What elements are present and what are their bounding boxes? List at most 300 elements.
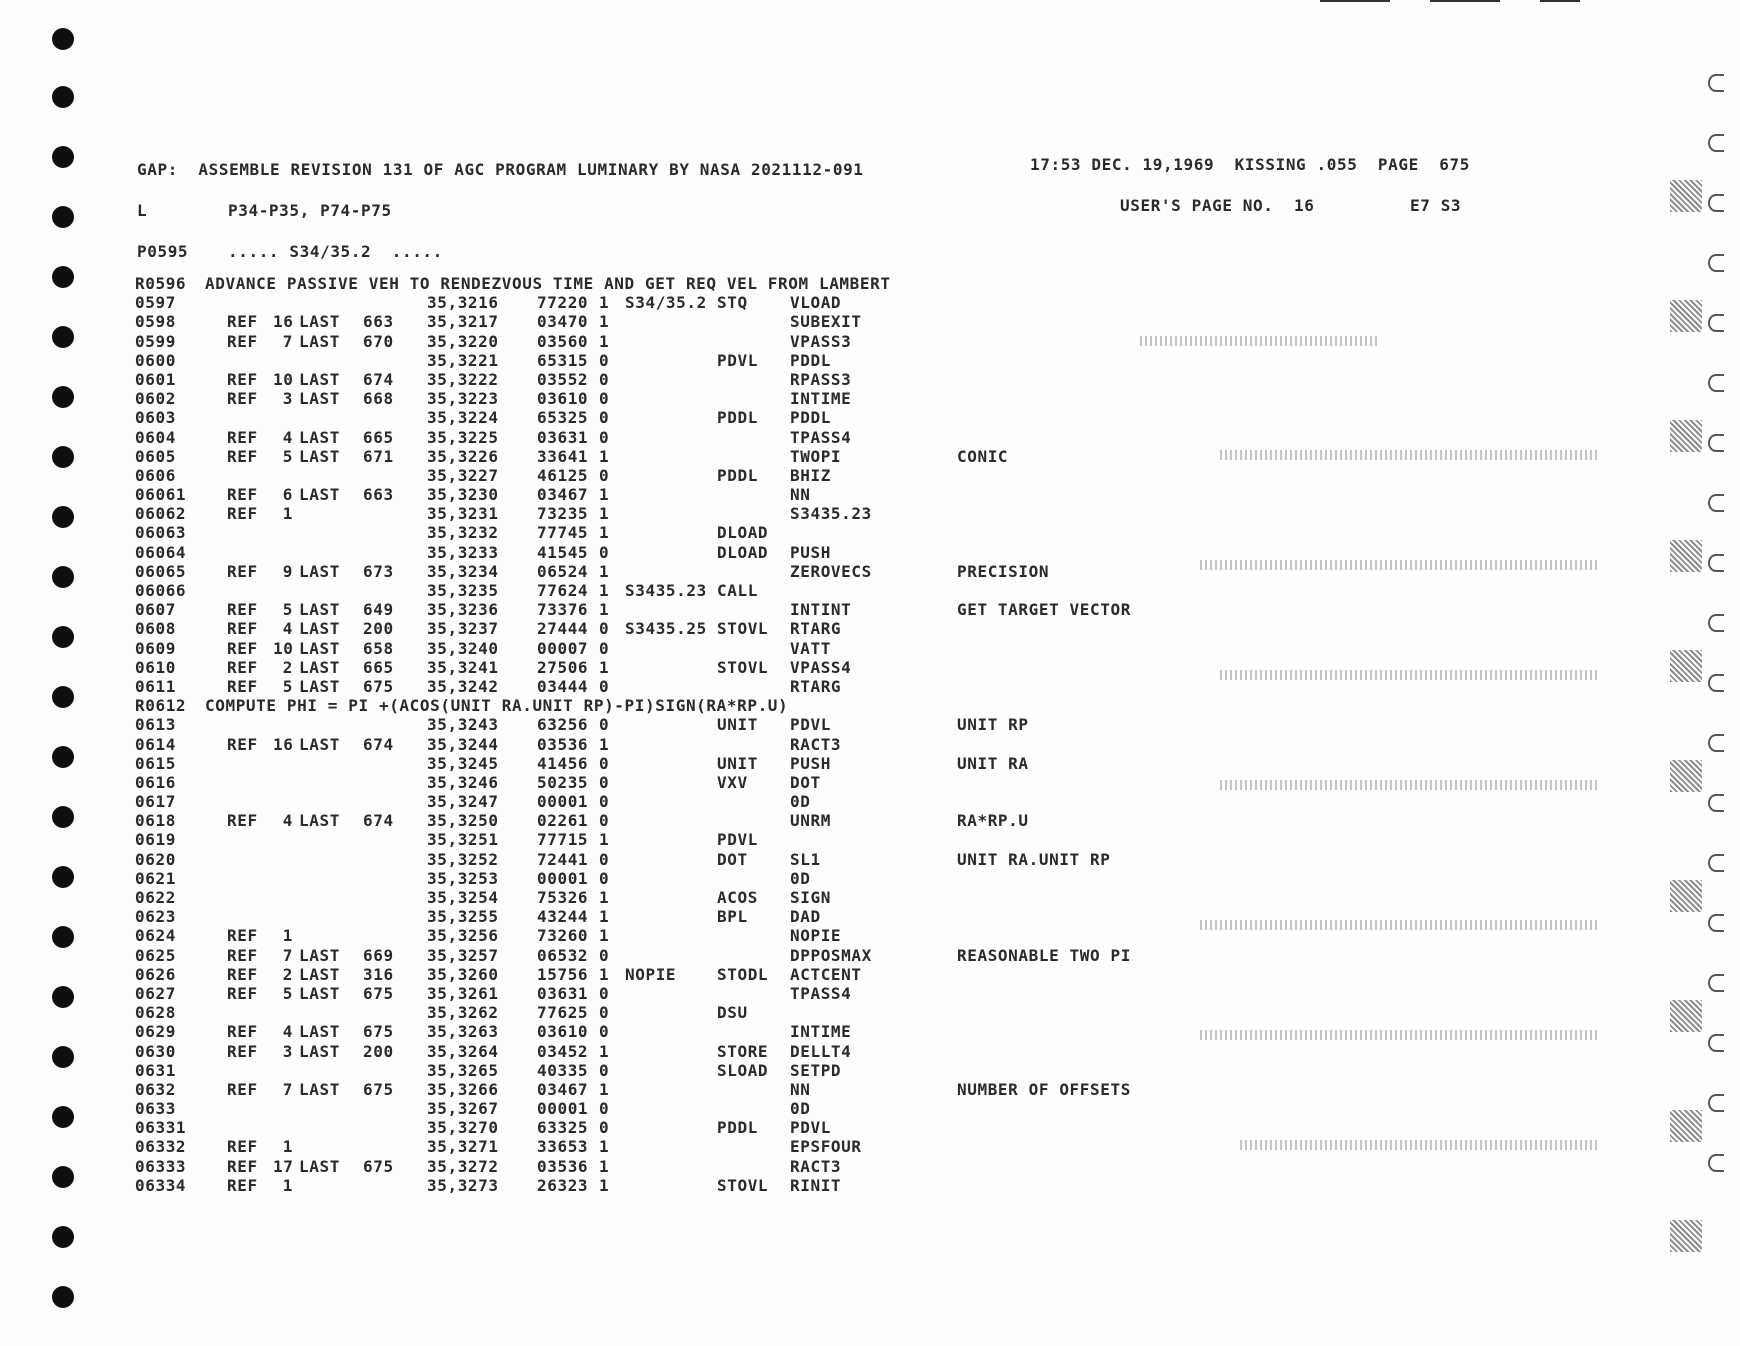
ref-count: 1 <box>282 926 293 946</box>
line-number: 06065 <box>135 561 187 581</box>
operand: NN <box>790 485 811 505</box>
scan-blot <box>1670 760 1702 792</box>
parity-flag: 1 <box>599 293 610 313</box>
operand: PDDL <box>790 408 831 428</box>
line-number: 06331 <box>135 1118 187 1138</box>
ref-keyword: REF <box>227 331 258 351</box>
date-page-header: 17:53 DEC. 19,1969 KISSING .055 PAGE 675 <box>1030 155 1471 174</box>
last-page: 674 <box>363 811 394 831</box>
last-keyword: LAST <box>299 657 340 677</box>
user-page-number: USER'S PAGE NO. 16 <box>1120 196 1315 215</box>
last-keyword: LAST <box>299 331 340 351</box>
line-number: 06064 <box>135 542 187 562</box>
parity-flag: 0 <box>599 1003 610 1023</box>
operand: 0D <box>790 868 811 888</box>
last-keyword: LAST <box>299 1022 340 1042</box>
ref-keyword: REF <box>227 657 258 677</box>
opcode: STOVL <box>717 1175 769 1195</box>
operand: DOT <box>790 772 821 792</box>
ref-keyword: REF <box>227 504 258 524</box>
opcode: DOT <box>717 849 748 869</box>
binder-hole <box>52 746 74 768</box>
octal-word: 06532 <box>537 945 589 965</box>
ref-keyword: REF <box>227 638 258 658</box>
line-number: 0603 <box>135 408 176 428</box>
binder-hole <box>52 866 74 888</box>
octal-word: 26323 <box>537 1175 589 1195</box>
parity-flag: 0 <box>599 811 610 831</box>
parity-flag: 1 <box>599 964 610 984</box>
ref-count: 5 <box>282 676 293 696</box>
last-keyword: LAST <box>299 600 340 620</box>
line-number: 0615 <box>135 753 176 773</box>
feed-mark <box>1708 254 1724 272</box>
address: 35,3230 <box>427 485 499 505</box>
ref-keyword: REF <box>227 811 258 831</box>
feed-mark <box>1708 194 1724 212</box>
parity-flag: 1 <box>599 888 610 907</box>
line-number: 0602 <box>135 389 176 409</box>
address: 35,3221 <box>427 350 499 370</box>
statement-label: S3435.23 <box>625 581 707 600</box>
address: 35,3263 <box>427 1022 499 1042</box>
octal-word: 77715 <box>537 830 589 850</box>
last-page: 649 <box>363 600 394 620</box>
operand: RTARG <box>790 619 842 639</box>
scan-smudge <box>1140 336 1380 346</box>
ref-count: 10 <box>273 638 294 658</box>
parity-flag: 0 <box>599 772 610 792</box>
ref-keyword: REF <box>227 561 258 581</box>
octal-word: 63325 <box>537 1118 589 1138</box>
last-page: 200 <box>363 1041 394 1061</box>
address: 35,3270 <box>427 1118 499 1138</box>
operand: VLOAD <box>790 293 842 313</box>
scan-blot <box>1670 1000 1702 1032</box>
last-page: 663 <box>363 312 394 332</box>
last-page: 663 <box>363 485 394 505</box>
ref-count: 4 <box>282 427 293 447</box>
address: 35,3225 <box>427 427 499 447</box>
octal-word: 02261 <box>537 811 589 831</box>
line-number: 0607 <box>135 600 176 620</box>
ref-count: 10 <box>273 369 294 389</box>
ref-keyword: REF <box>227 312 258 332</box>
octal-word: 03552 <box>537 369 589 389</box>
line-number: 0629 <box>135 1022 176 1042</box>
opcode: UNIT <box>717 753 758 773</box>
ref-count: 5 <box>282 983 293 1003</box>
scan-blot <box>1670 540 1702 572</box>
address: 35,3234 <box>427 561 499 581</box>
comment: PRECISION <box>957 561 1050 581</box>
address: 35,3254 <box>427 888 499 907</box>
octal-word: 03610 <box>537 1022 589 1042</box>
line-number: 06332 <box>135 1137 187 1157</box>
octal-word: 03631 <box>537 983 589 1003</box>
last-keyword: LAST <box>299 1041 340 1061</box>
address: 35,3260 <box>427 964 499 984</box>
scan-smudge <box>1240 1140 1600 1150</box>
parity-flag: 1 <box>599 331 610 351</box>
parity-flag: 1 <box>599 1041 610 1061</box>
ref-keyword: REF <box>227 1079 258 1099</box>
last-page: 316 <box>363 964 394 984</box>
ref-keyword: REF <box>227 1175 258 1195</box>
octal-word: 65325 <box>537 408 589 428</box>
line-number: R0612 <box>135 696 187 716</box>
octal-word: 72441 <box>537 849 589 869</box>
binder-hole <box>52 1286 74 1308</box>
octal-word: 46125 <box>537 465 589 485</box>
address: 35,3272 <box>427 1156 499 1176</box>
operand: INTINT <box>790 600 852 620</box>
scan-smudge <box>1220 780 1600 790</box>
parity-flag: 0 <box>599 676 610 696</box>
octal-word: 65315 <box>537 350 589 370</box>
last-page: 673 <box>363 561 394 581</box>
line-number: 0604 <box>135 427 176 447</box>
ref-keyword: REF <box>227 734 258 754</box>
parity-flag: 0 <box>599 369 610 389</box>
last-page: 670 <box>363 331 394 351</box>
feed-mark <box>1708 734 1724 752</box>
operand: RPASS3 <box>790 369 852 389</box>
parity-flag: 1 <box>599 523 610 543</box>
remark-text: COMPUTE PHI = PI +(ACOS(UNIT RA.UNIT RP)-PI)SIGN(RA*RP.U) <box>205 696 789 716</box>
opcode: STORE <box>717 1041 769 1061</box>
octal-word: 41545 <box>537 542 589 562</box>
ref-keyword: REF <box>227 676 258 696</box>
operand: ZEROVECS <box>790 561 872 581</box>
last-keyword: LAST <box>299 638 340 658</box>
parity-flag: 1 <box>599 830 610 850</box>
scan-blot <box>1670 1110 1702 1142</box>
ref-count: 16 <box>273 734 294 754</box>
feed-mark <box>1708 614 1724 632</box>
opcode: ACOS <box>717 888 758 907</box>
scan-smudge <box>1220 450 1600 460</box>
binder-hole <box>52 566 74 588</box>
top-rules <box>1300 0 1600 6</box>
operand: PUSH <box>790 753 831 773</box>
address: 35,3216 <box>427 293 499 313</box>
feed-mark <box>1708 74 1724 92</box>
scan-blot <box>1670 300 1702 332</box>
operand: SL1 <box>790 849 821 869</box>
parity-flag: 0 <box>599 465 610 485</box>
assembly-header: GAP: ASSEMBLE REVISION 131 OF AGC PROGRAM LUMINARY BY NASA 2021112-091 <box>137 160 864 179</box>
operand: TPASS4 <box>790 983 852 1003</box>
ref-count: 6 <box>282 485 293 505</box>
opcode: PDVL <box>717 830 758 850</box>
octal-word: 73235 <box>537 504 589 524</box>
line-number: 06062 <box>135 504 187 524</box>
address: 35,3265 <box>427 1060 499 1080</box>
opcode: CALL <box>717 581 758 600</box>
parity-flag: 1 <box>599 1137 610 1157</box>
line-number: 06066 <box>135 581 187 600</box>
operand: 0D <box>790 792 811 812</box>
line-number: 0610 <box>135 657 176 677</box>
opcode: DLOAD <box>717 542 769 562</box>
address: 35,3245 <box>427 753 499 773</box>
octal-word: 33653 <box>537 1137 589 1157</box>
octal-word: 15756 <box>537 964 589 984</box>
feed-mark <box>1708 1034 1724 1052</box>
octal-word: 75326 <box>537 888 589 907</box>
line-number: 0624 <box>135 926 176 946</box>
line-number: 0611 <box>135 676 176 696</box>
ref-count: 2 <box>282 657 293 677</box>
address: 35,3257 <box>427 945 499 965</box>
binder-holes <box>52 0 82 1346</box>
address: 35,3236 <box>427 600 499 620</box>
ref-count: 4 <box>282 619 293 639</box>
parity-flag: 1 <box>599 446 610 466</box>
address: 35,3251 <box>427 830 499 850</box>
line-number: 0622 <box>135 888 176 907</box>
statement-label: S34/35.2 <box>625 293 707 313</box>
line-number: 0630 <box>135 1041 176 1061</box>
address: 35,3227 <box>427 465 499 485</box>
feed-mark <box>1708 974 1724 992</box>
ref-count: 4 <box>282 1022 293 1042</box>
line-number: 0632 <box>135 1079 176 1099</box>
line-number: 0617 <box>135 792 176 812</box>
line-number: 0625 <box>135 945 176 965</box>
last-page: 669 <box>363 945 394 965</box>
address: 35,3223 <box>427 389 499 409</box>
line-number: 0605 <box>135 446 176 466</box>
operand: RACT3 <box>790 1156 842 1176</box>
line-number: 0614 <box>135 734 176 754</box>
operand: ACTCENT <box>790 964 862 984</box>
octal-word: 03631 <box>537 427 589 447</box>
address: 35,3262 <box>427 1003 499 1023</box>
operand: DAD <box>790 907 821 927</box>
address: 35,3246 <box>427 772 499 792</box>
last-page: 674 <box>363 734 394 754</box>
address: 35,3243 <box>427 715 499 735</box>
opcode: UNIT <box>717 715 758 735</box>
line-number: 0608 <box>135 619 176 639</box>
octal-word: 03610 <box>537 389 589 409</box>
octal-word: 03470 <box>537 312 589 332</box>
line-number: 0598 <box>135 312 176 332</box>
address: 35,3226 <box>427 446 499 466</box>
line-number: 06061 <box>135 485 187 505</box>
octal-word: 00001 <box>537 1099 589 1119</box>
ref-count: 1 <box>282 1137 293 1157</box>
parity-flag: 1 <box>599 926 610 946</box>
parity-flag: 0 <box>599 715 610 735</box>
remark-text: ADVANCE PASSIVE VEH TO RENDEZVOUS TIME AND GET REQ VEL FROM LAMBERT <box>205 274 891 293</box>
parity-flag: 0 <box>599 619 610 639</box>
line-number: 06334 <box>135 1175 187 1195</box>
line-number: 0631 <box>135 1060 176 1080</box>
operand: TWOPI <box>790 446 842 466</box>
last-keyword: LAST <box>299 389 340 409</box>
octal-word: 40335 <box>537 1060 589 1080</box>
last-page: 675 <box>363 1156 394 1176</box>
operand: INTIME <box>790 1022 852 1042</box>
operand: RTARG <box>790 676 842 696</box>
address: 35,3267 <box>427 1099 499 1119</box>
feed-mark <box>1708 1154 1724 1172</box>
binder-hole <box>52 986 74 1008</box>
comment: GET TARGET VECTOR <box>957 600 1131 620</box>
address: 35,3222 <box>427 369 499 389</box>
parity-flag: 0 <box>599 638 610 658</box>
parity-flag: 1 <box>599 485 610 505</box>
feed-mark <box>1708 554 1724 572</box>
operand: SETPD <box>790 1060 842 1080</box>
last-page: 675 <box>363 1022 394 1042</box>
binder-hole <box>52 1166 74 1188</box>
operand: TPASS4 <box>790 427 852 447</box>
octal-word: 03536 <box>537 1156 589 1176</box>
address: 35,3256 <box>427 926 499 946</box>
address: 35,3247 <box>427 792 499 812</box>
ref-count: 7 <box>282 331 293 351</box>
opcode: PDVL <box>717 350 758 370</box>
parity-flag: 1 <box>599 734 610 754</box>
opcode: BPL <box>717 907 748 927</box>
octal-word: 03444 <box>537 676 589 696</box>
address: 35,3242 <box>427 676 499 696</box>
scan-blot <box>1670 650 1702 682</box>
operand: SIGN <box>790 888 831 907</box>
line-number: 0599 <box>135 331 176 351</box>
line-number: 0600 <box>135 350 176 370</box>
octal-word: 43244 <box>537 907 589 927</box>
comment: UNIT RA <box>957 753 1029 773</box>
octal-word: 03452 <box>537 1041 589 1061</box>
binder-hole <box>52 326 74 348</box>
last-page: 675 <box>363 983 394 1003</box>
ref-count: 3 <box>282 389 293 409</box>
last-page: 665 <box>363 427 394 447</box>
ref-keyword: REF <box>227 427 258 447</box>
operand: SUBEXIT <box>790 312 862 332</box>
scan-smudge <box>1200 1030 1600 1040</box>
p-line-number: P0595 <box>137 242 189 261</box>
operand: DPPOSMAX <box>790 945 872 965</box>
last-keyword: LAST <box>299 983 340 1003</box>
binder-hole <box>52 806 74 828</box>
comment: REASONABLE TWO PI <box>957 945 1131 965</box>
address: 35,3255 <box>427 907 499 927</box>
last-keyword: LAST <box>299 734 340 754</box>
line-number: 0597 <box>135 293 176 313</box>
ref-count: 1 <box>282 1175 293 1195</box>
octal-word: 03467 <box>537 1079 589 1099</box>
octal-word: 77624 <box>537 581 589 600</box>
opcode: PDDL <box>717 465 758 485</box>
parity-flag: 0 <box>599 849 610 869</box>
parity-flag: 0 <box>599 1118 610 1138</box>
ref-count: 5 <box>282 446 293 466</box>
parity-flag: 0 <box>599 350 610 370</box>
parity-flag: 1 <box>599 907 610 927</box>
ref-keyword: REF <box>227 926 258 946</box>
feed-mark <box>1708 794 1724 812</box>
comment: UNIT RP <box>957 715 1029 735</box>
octal-word: 03467 <box>537 485 589 505</box>
octal-word: 00001 <box>537 868 589 888</box>
ref-keyword: REF <box>227 446 258 466</box>
binder-hole <box>52 626 74 648</box>
feed-mark <box>1708 674 1724 692</box>
parity-flag: 0 <box>599 542 610 562</box>
address: 35,3261 <box>427 983 499 1003</box>
feed-mark <box>1708 374 1724 392</box>
binder-hole <box>52 86 74 108</box>
binder-hole <box>52 1046 74 1068</box>
operand: RINIT <box>790 1175 842 1195</box>
line-number: 0623 <box>135 907 176 927</box>
address: 35,3241 <box>427 657 499 677</box>
operand: VPASS3 <box>790 331 852 351</box>
octal-word: 73260 <box>537 926 589 946</box>
opcode: VXV <box>717 772 748 792</box>
parity-flag: 0 <box>599 792 610 812</box>
ref-keyword: REF <box>227 1022 258 1042</box>
ref-keyword: REF <box>227 619 258 639</box>
octal-word: 33641 <box>537 446 589 466</box>
ref-keyword: REF <box>227 600 258 620</box>
parity-flag: 0 <box>599 1060 610 1080</box>
operand: PDDL <box>790 350 831 370</box>
scan-blot <box>1670 420 1702 452</box>
line-number: 0609 <box>135 638 176 658</box>
binder-hole <box>52 386 74 408</box>
section-letter: L <box>137 201 148 220</box>
line-number: 0628 <box>135 1003 176 1023</box>
statement-label: S3435.25 <box>625 619 707 639</box>
operand: RACT3 <box>790 734 842 754</box>
parity-flag: 1 <box>599 1156 610 1176</box>
operand: VATT <box>790 638 831 658</box>
parity-flag: 0 <box>599 945 610 965</box>
operand: 0D <box>790 1099 811 1119</box>
operand: PDVL <box>790 715 831 735</box>
ref-keyword: REF <box>227 485 258 505</box>
last-page: 200 <box>363 619 394 639</box>
last-keyword: LAST <box>299 561 340 581</box>
feed-mark <box>1708 434 1724 452</box>
last-keyword: LAST <box>299 811 340 831</box>
address: 35,3250 <box>427 811 499 831</box>
octal-word: 27506 <box>537 657 589 677</box>
tractor-feed-marks <box>1700 0 1740 1346</box>
opcode: STOVL <box>717 657 769 677</box>
operand: NN <box>790 1079 811 1099</box>
opcode: SLOAD <box>717 1060 769 1080</box>
operand: PDVL <box>790 1118 831 1138</box>
scan-blot <box>1670 880 1702 912</box>
address: 35,3237 <box>427 619 499 639</box>
last-page: 675 <box>363 1079 394 1099</box>
feed-mark <box>1708 134 1724 152</box>
user-page-code: E7 S3 <box>1410 196 1462 215</box>
ref-keyword: REF <box>227 369 258 389</box>
last-keyword: LAST <box>299 1156 340 1176</box>
scan-blot <box>1670 180 1702 212</box>
last-keyword: LAST <box>299 427 340 447</box>
address: 35,3233 <box>427 542 499 562</box>
